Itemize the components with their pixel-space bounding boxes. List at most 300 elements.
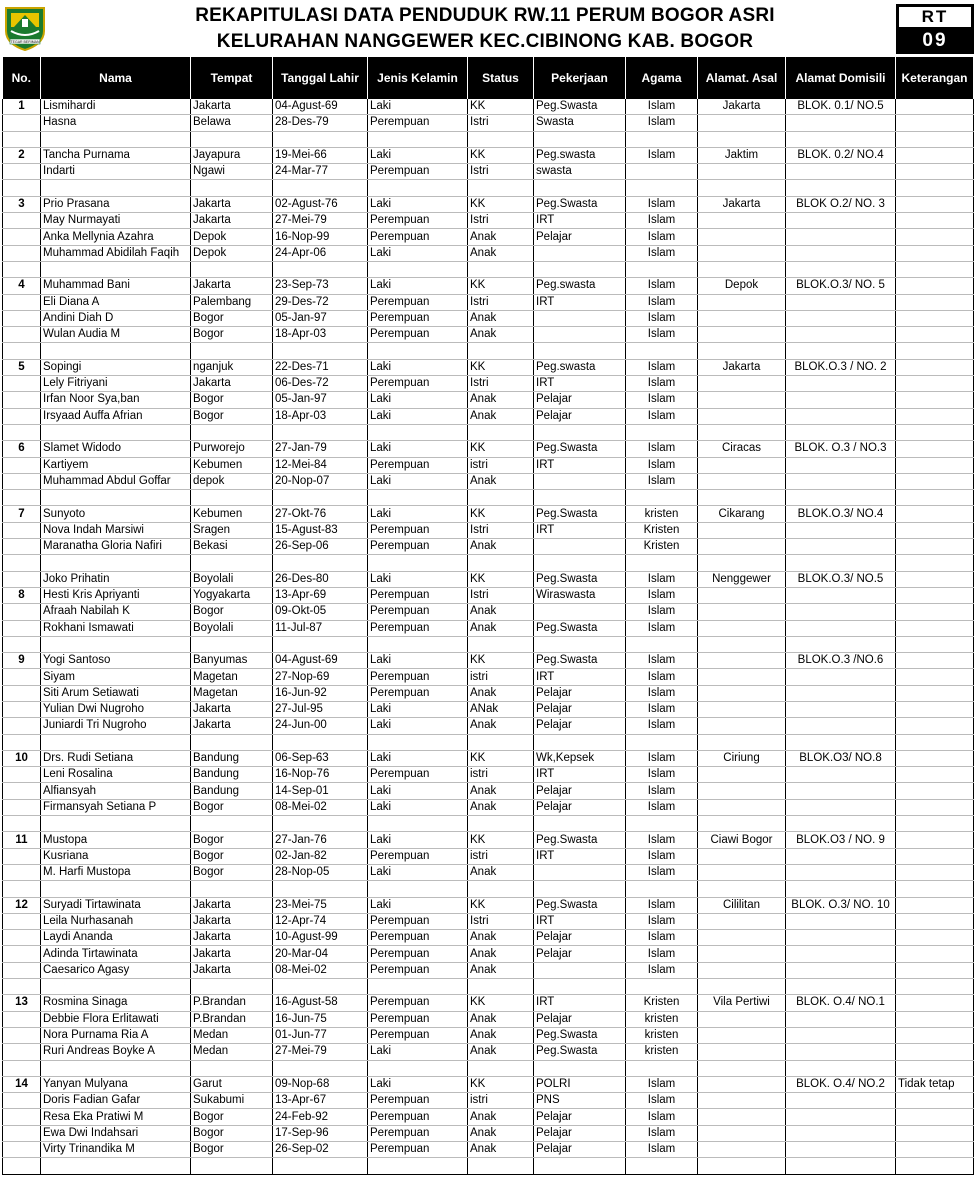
cell-alamat-asal [698,604,786,620]
cell-nama [41,816,191,832]
cell-alamat-domisili [786,1125,896,1141]
cell-alamat-domisili [786,131,896,147]
cell-nama [41,424,191,440]
cell-alamat-domisili [786,164,896,180]
cell-pekerjaan [534,1158,626,1174]
cell-agama: Islam [626,1093,698,1109]
cell-nama: Prio Prasana [41,196,191,212]
cell-keterangan [896,1125,974,1141]
table-row [3,571,974,587]
cell-alamat-asal: Jakarta [698,359,786,375]
cell-nama [41,636,191,652]
cell-alamat-asal [698,979,786,995]
cell-agama: Islam [626,245,698,261]
cell-nama [41,555,191,571]
cell-nama: Hesti Kris Apriyanti [41,587,191,603]
table-row [3,490,974,506]
cell-status: istri [468,669,534,685]
cell-tanggal-lahir: 11-Jul-87 [273,620,368,636]
cell-nama: Adinda Tirtawinata [41,946,191,962]
cell-alamat-domisili [786,767,896,783]
cell-pekerjaan: Peg.swasta [534,359,626,375]
cell-tanggal-lahir: 27-Mei-79 [273,1044,368,1060]
cell-tempat [191,424,273,440]
cell-agama: kristen [626,1011,698,1027]
cell-status: Anak [468,685,534,701]
cell-tanggal-lahir [273,734,368,750]
cell-tempat: Jakarta [191,99,273,115]
cell-alamat-asal [698,1076,786,1092]
table-row [3,897,974,913]
cell-status: KK [468,832,534,848]
cell-tempat: Bogor [191,310,273,326]
cell-tanggal-lahir: 06-Des-72 [273,376,368,392]
cell-status: KK [468,506,534,522]
cell-alamat-asal [698,620,786,636]
cell-tanggal-lahir: 29-Des-72 [273,294,368,310]
cell-pekerjaan: POLRI [534,1076,626,1092]
cell-tempat: Bogor [191,408,273,424]
cell-alamat-asal [698,294,786,310]
cell-tempat: Bogor [191,832,273,848]
cell-pekerjaan: PNS [534,1093,626,1109]
cell-nama: Joko Prihatin [41,571,191,587]
cell-alamat-domisili [786,816,896,832]
cell-no [3,408,41,424]
table-row [3,522,974,538]
table-row [3,750,974,766]
cell-keterangan [896,1044,974,1060]
table-row [3,164,974,180]
cell-keterangan [896,832,974,848]
cell-alamat-domisili: BLOK. O.3/ NO. 10 [786,897,896,913]
cell-agama: Islam [626,1076,698,1092]
cell-status: KK [468,99,534,115]
table-row [3,669,974,685]
cell-jenis-kelamin: Laki [368,653,468,669]
cell-tanggal-lahir: 26-Sep-02 [273,1142,368,1158]
cell-tanggal-lahir: 27-Jan-76 [273,832,368,848]
cell-alamat-domisili: BLOK. O.4/ NO.2 [786,1076,896,1092]
cell-nama: Lismihardi [41,99,191,115]
cell-no [3,131,41,147]
cell-tanggal-lahir: 24-Feb-92 [273,1109,368,1125]
table-row [3,653,974,669]
cell-alamat-asal [698,734,786,750]
cell-no: 1 [3,99,41,115]
cell-no [3,213,41,229]
cell-status [468,424,534,440]
cell-jenis-kelamin: Laki [368,783,468,799]
cell-tempat: Banyumas [191,653,273,669]
cell-alamat-domisili [786,587,896,603]
cell-no [3,669,41,685]
table-row [3,261,974,277]
cell-alamat-asal: Jakarta [698,196,786,212]
cell-keterangan [896,1011,974,1027]
cell-pekerjaan: IRT [534,213,626,229]
cell-status [468,636,534,652]
table-row [3,1044,974,1060]
cell-agama: Islam [626,473,698,489]
cell-tanggal-lahir: 08-Mei-02 [273,962,368,978]
cell-tempat: Depok [191,229,273,245]
cell-pekerjaan: IRT [534,767,626,783]
cell-alamat-asal [698,555,786,571]
cell-nama: Yogi Santoso [41,653,191,669]
col-header-no: No. [3,57,41,99]
cell-jenis-kelamin: Laki [368,359,468,375]
cell-nama [41,979,191,995]
cell-keterangan [896,147,974,163]
cell-pekerjaan [534,816,626,832]
cell-pekerjaan: Pelajar [534,1125,626,1141]
cell-jenis-kelamin: Laki [368,718,468,734]
cell-nama: Ewa Dwi Indahsari [41,1125,191,1141]
cell-agama: Islam [626,848,698,864]
table-row [3,1011,974,1027]
cell-alamat-asal: Jakarta [698,99,786,115]
cell-agama: Islam [626,718,698,734]
cell-no: 12 [3,897,41,913]
cell-jenis-kelamin: Laki [368,408,468,424]
cell-agama: Islam [626,750,698,766]
cell-agama: Islam [626,392,698,408]
cell-tanggal-lahir: 27-Nop-69 [273,669,368,685]
cell-alamat-domisili [786,946,896,962]
cell-status: Istri [468,213,534,229]
cell-jenis-kelamin: Perempuan [368,1142,468,1158]
cell-alamat-asal [698,424,786,440]
cell-tanggal-lahir: 05-Jan-97 [273,310,368,326]
cell-jenis-kelamin: Perempuan [368,327,468,343]
cell-tempat: Magetan [191,685,273,701]
cell-keterangan [896,734,974,750]
cell-tanggal-lahir: 26-Sep-06 [273,539,368,555]
cell-tanggal-lahir: 15-Agust-83 [273,522,368,538]
cell-keterangan [896,881,974,897]
cell-agama [626,881,698,897]
cell-jenis-kelamin: Laki [368,864,468,880]
cell-keterangan [896,294,974,310]
cell-alamat-asal [698,685,786,701]
table-row [3,506,974,522]
cell-agama: Islam [626,604,698,620]
cell-tanggal-lahir: 20-Nop-07 [273,473,368,489]
cell-tempat [191,734,273,750]
cell-tempat: Jayapura [191,147,273,163]
cell-tanggal-lahir: 16-Nop-99 [273,229,368,245]
cell-alamat-domisili [786,1142,896,1158]
cell-jenis-kelamin [368,1158,468,1174]
cell-keterangan [896,571,974,587]
cell-alamat-asal [698,245,786,261]
cell-keterangan [896,799,974,815]
cell-pekerjaan: Peg.Swasta [534,620,626,636]
cell-no [3,604,41,620]
cell-jenis-kelamin: Perempuan [368,457,468,473]
cell-nama [41,261,191,277]
cell-jenis-kelamin: Laki [368,441,468,457]
cell-nama [41,1060,191,1076]
cell-agama [626,636,698,652]
cell-alamat-asal [698,1158,786,1174]
table-row [3,392,974,408]
cell-jenis-kelamin: Perempuan [368,1125,468,1141]
cell-alamat-domisili [786,604,896,620]
cell-no [3,164,41,180]
cell-tanggal-lahir: 22-Des-71 [273,359,368,375]
cell-jenis-kelamin: Laki [368,245,468,261]
cell-status [468,131,534,147]
cell-tempat [191,636,273,652]
cell-no [3,1093,41,1109]
cell-pekerjaan [534,424,626,440]
cell-agama: kristen [626,506,698,522]
table-row [3,1027,974,1043]
cell-status: Istri [468,164,534,180]
cell-no [3,424,41,440]
cell-status: Anak [468,930,534,946]
cell-status: Anak [468,539,534,555]
cell-jenis-kelamin: Perempuan [368,1027,468,1043]
cell-agama: Islam [626,767,698,783]
cell-alamat-asal [698,653,786,669]
cell-nama: Drs. Rudi Setiana [41,750,191,766]
cell-alamat-asal [698,816,786,832]
cell-tanggal-lahir [273,490,368,506]
cell-agama: Islam [626,457,698,473]
cell-jenis-kelamin: Perempuan [368,229,468,245]
cell-jenis-kelamin [368,424,468,440]
cell-tempat [191,1060,273,1076]
cell-alamat-domisili [786,392,896,408]
cell-tempat [191,816,273,832]
cell-status: Anak [468,1044,534,1060]
table-row [3,604,974,620]
cell-tanggal-lahir [273,636,368,652]
cell-nama: Ruri Andreas Boyke A [41,1044,191,1060]
cell-nama: Eli Diana A [41,294,191,310]
cell-tempat: Bogor [191,604,273,620]
table-row [3,196,974,212]
cell-tempat: Jakarta [191,701,273,717]
cell-alamat-asal [698,408,786,424]
cell-no [3,343,41,359]
cell-alamat-domisili [786,490,896,506]
cell-jenis-kelamin: Laki [368,799,468,815]
cell-pekerjaan: IRT [534,294,626,310]
cell-agama [626,424,698,440]
cell-status: ANak [468,701,534,717]
cell-agama: Islam [626,294,698,310]
cell-alamat-domisili: BLOK. O.4/ NO.1 [786,995,896,1011]
cell-status: Istri [468,376,534,392]
cell-nama: Debbie Flora Erlitawati [41,1011,191,1027]
cell-no [3,962,41,978]
cell-no [3,930,41,946]
cell-status: Anak [468,1142,534,1158]
cell-jenis-kelamin: Perempuan [368,930,468,946]
cell-jenis-kelamin: Perempuan [368,685,468,701]
cell-keterangan [896,962,974,978]
cell-agama: Islam [626,359,698,375]
cell-jenis-kelamin: Laki [368,99,468,115]
cell-agama [626,343,698,359]
table-row [3,783,974,799]
cell-keterangan [896,946,974,962]
cell-keterangan [896,848,974,864]
cell-no [3,490,41,506]
cell-pekerjaan [534,979,626,995]
cell-keterangan [896,408,974,424]
cell-no: 3 [3,196,41,212]
cell-nama: Afraah Nabilah K [41,604,191,620]
table-row [3,1142,974,1158]
cell-agama: Islam [626,327,698,343]
cell-pekerjaan: Peg.Swasta [534,1044,626,1060]
cell-alamat-asal [698,767,786,783]
cell-alamat-domisili [786,1044,896,1060]
cell-nama [41,881,191,897]
cell-nama: Mustopa [41,832,191,848]
cell-no [3,457,41,473]
rt-badge [896,4,974,54]
cell-pekerjaan [534,261,626,277]
cell-pekerjaan [534,555,626,571]
cell-keterangan [896,359,974,375]
cell-nama [41,131,191,147]
table-row [3,424,974,440]
cell-tempat: Jakarta [191,897,273,913]
cell-keterangan [896,816,974,832]
cell-alamat-domisili [786,213,896,229]
cell-status: Istri [468,587,534,603]
table-row [3,848,974,864]
cell-pekerjaan: Peg.Swasta [534,897,626,913]
cell-status: Anak [468,229,534,245]
cell-agama: Kristen [626,522,698,538]
cell-tanggal-lahir: 16-Agust-58 [273,995,368,1011]
cell-nama: Yanyan Mulyana [41,1076,191,1092]
cell-tanggal-lahir [273,261,368,277]
cell-pekerjaan: Pelajar [534,799,626,815]
cell-nama: Alfiansyah [41,783,191,799]
cell-tempat: Bogor [191,799,273,815]
cell-nama: Andini Diah D [41,310,191,326]
cell-no [3,685,41,701]
cell-nama: Siti Arum Setiawati [41,685,191,701]
page-title-line2: KELURAHAN NANGGEWER KEC.CIBINONG KAB. BOGOR [216,31,754,52]
cell-jenis-kelamin: Perempuan [368,669,468,685]
cell-status [468,1158,534,1174]
cell-agama [626,261,698,277]
cell-alamat-asal: Depok [698,278,786,294]
cell-alamat-domisili [786,408,896,424]
table-row [3,555,974,571]
cell-tempat: Medan [191,1044,273,1060]
cell-pekerjaan: Pelajar [534,930,626,946]
cell-pekerjaan: Pelajar [534,718,626,734]
table-row [3,147,974,163]
cell-pekerjaan [534,473,626,489]
cell-alamat-asal [698,343,786,359]
cell-keterangan [896,196,974,212]
cell-keterangan [896,930,974,946]
cell-jenis-kelamin [368,734,468,750]
cell-tempat: depok [191,473,273,489]
cell-agama [626,1158,698,1174]
cell-alamat-asal [698,1093,786,1109]
cell-tempat: Jakarta [191,962,273,978]
cell-tanggal-lahir: 23-Mei-75 [273,897,368,913]
cell-agama: Islam [626,310,698,326]
cell-alamat-asal: Nenggewer [698,571,786,587]
cell-tempat: Jakarta [191,213,273,229]
cell-pekerjaan: IRT [534,376,626,392]
cell-jenis-kelamin: Perempuan [368,767,468,783]
cell-agama: Islam [626,669,698,685]
cell-tempat: Jakarta [191,376,273,392]
cell-keterangan [896,1060,974,1076]
cell-nama: Rosmina Sinaga [41,995,191,1011]
cell-tanggal-lahir [273,424,368,440]
table-header-row [3,57,974,99]
cell-alamat-asal [698,261,786,277]
cell-no [3,1125,41,1141]
cell-tanggal-lahir: 24-Mar-77 [273,164,368,180]
cell-alamat-asal [698,213,786,229]
cell-no [3,701,41,717]
cell-status: Istri [468,522,534,538]
cell-alamat-asal [698,1125,786,1141]
cell-alamat-asal: Cililitan [698,897,786,913]
cell-status: Anak [468,864,534,880]
cell-agama [626,490,698,506]
cell-tempat: Palembang [191,294,273,310]
cell-keterangan [896,229,974,245]
cell-pekerjaan: Wk,Kepsek [534,750,626,766]
rt-number: 09 [899,30,971,51]
cell-alamat-domisili: BLOK.O3 / NO. 9 [786,832,896,848]
cell-status: Istri [468,913,534,929]
cell-jenis-kelamin: Laki [368,392,468,408]
cell-alamat-domisili [786,864,896,880]
cell-no [3,1109,41,1125]
cell-pekerjaan [534,864,626,880]
cell-agama: kristen [626,1044,698,1060]
cell-status [468,881,534,897]
cell-alamat-domisili: BLOK.O.3 /NO.6 [786,653,896,669]
cell-no: 4 [3,278,41,294]
cell-agama: Islam [626,832,698,848]
cell-tempat: P.Brandan [191,1011,273,1027]
cell-alamat-domisili [786,376,896,392]
cell-keterangan: Tidak tetap [896,1076,974,1092]
cell-tanggal-lahir: 27-Jul-95 [273,701,368,717]
cell-jenis-kelamin: Perempuan [368,848,468,864]
cell-no [3,229,41,245]
cell-jenis-kelamin: Laki [368,473,468,489]
cell-no [3,718,41,734]
cell-pekerjaan [534,636,626,652]
cell-nama: Firmansyah Setiana P [41,799,191,815]
cell-status: Istri [468,294,534,310]
cell-alamat-asal [698,310,786,326]
cell-agama: Islam [626,1109,698,1125]
cell-alamat-domisili [786,473,896,489]
table-row [3,245,974,261]
